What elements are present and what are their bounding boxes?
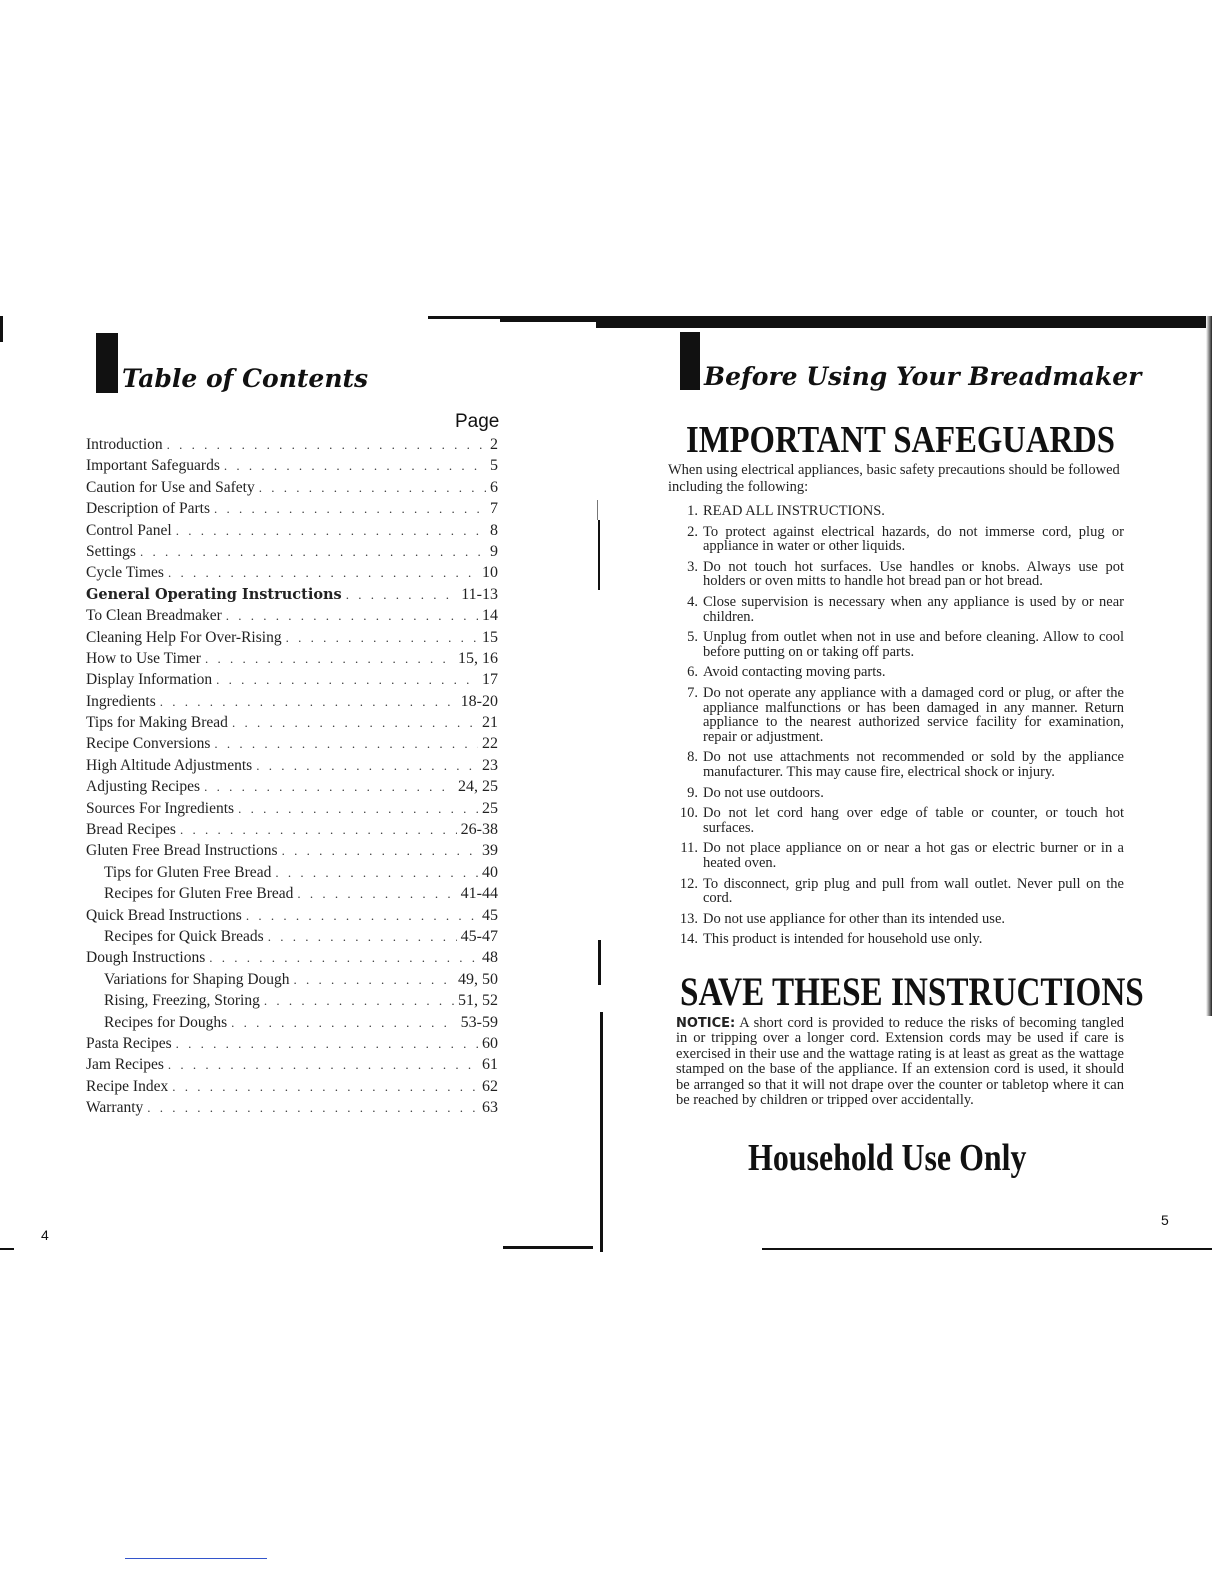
toc-entry-label: Variations for Shaping Dough (104, 970, 290, 988)
toc-entry[interactable] (86, 885, 498, 906)
toc-entry[interactable] (86, 693, 498, 714)
toc-leader-dots (232, 715, 478, 731)
toc-entry-page: 45-47 (460, 927, 498, 945)
toc-entry-label: Warranty (86, 1099, 144, 1117)
toc-leader-dots (176, 1036, 478, 1052)
safeguard-text: Do not touch hot surfaces. Use handles or knobs. Always use pot holders or oven mitts to handle hot bread pan or hot bread. (703, 558, 1124, 590)
toc-entry[interactable] (86, 735, 498, 756)
toc-entry-page: 10 (482, 564, 498, 582)
toc-leader-dots (264, 993, 454, 1009)
toc-entry[interactable] (86, 907, 498, 928)
safeguard-item (668, 786, 1124, 801)
safeguard-text: Do not use attachments not recommended or sold by the appliance manufacturer. This may cause fire, electrical shock or injury. (703, 749, 1124, 780)
toc-entry[interactable] (86, 436, 498, 457)
spine-mark (598, 940, 601, 985)
safeguard-number: 3. (687, 558, 698, 575)
safeguard-text: To protect against electrical hazards, do not immerse cord, plug or appliance in water or other liquids. (703, 523, 1124, 555)
toc-leader-dots (286, 630, 478, 646)
toc-entry[interactable] (86, 1014, 498, 1035)
save-instructions-heading: SAVE THESE INSTRUCTIONS (680, 969, 1144, 1014)
toc-entry-page: 51, 52 (458, 992, 498, 1010)
toc-entry-page: 62 (482, 1077, 498, 1095)
toc-entry-label: Recipe Index (86, 1077, 169, 1095)
safeguard-text: Avoid contacting moving parts. (703, 664, 886, 681)
toc-entry-label: Cycle Times (86, 564, 164, 582)
toc-entry-page: 5 (490, 457, 498, 475)
safeguard-item (668, 686, 1124, 744)
toc-leader-dots (282, 843, 478, 859)
safeguard-number: 9. (687, 784, 698, 801)
safeguard-item (668, 525, 1124, 554)
toc-entry[interactable] (86, 842, 498, 863)
toc-leader-dots (224, 458, 486, 474)
toc-entry-label: Recipe Conversions (86, 735, 211, 753)
safeguard-number: 4. (687, 594, 698, 611)
safeguard-text: Close supervision is necessary when any appliance is used by or near children. (703, 594, 1124, 625)
toc-entry[interactable] (86, 821, 498, 842)
toc-entry-label: Important Safeguards (86, 457, 220, 475)
toc-leader-dots (147, 1100, 478, 1116)
toc-entry[interactable] (86, 671, 498, 692)
toc-leader-dots (231, 1015, 457, 1031)
toc-page-column-header: Page (455, 411, 500, 432)
toc-entry-page: 21 (482, 714, 498, 732)
toc-leader-dots (259, 480, 486, 496)
notice-text: A short cord is provided to reduce the risks of becoming tangled in or tripping over a longer cord. Extension cords may be used if care is exercised in their use and the wattage rating is at least as great as the wattage stamped on the base of the appliance. If an extension cord is used, it should be arranged so that it will not drape over the counter or tabletop where it can be reached by children or tripped over accidentally. (676, 1015, 1125, 1109)
toc-leader-dots (204, 779, 454, 795)
toc-entry-page: 23 (482, 756, 498, 774)
toc-entry-label: Recipes for Doughs (104, 1013, 228, 1031)
toc-entry-page: 45 (482, 906, 498, 924)
toc-entry-label: Adjusting Recipes (86, 778, 201, 796)
safeguard-item (668, 932, 1124, 947)
toc-entry-page: 24, 25 (458, 778, 498, 796)
safeguard-item (668, 841, 1124, 870)
toc-entry-label: High Altitude Adjustments (86, 756, 253, 774)
toc-entry[interactable] (86, 757, 498, 778)
top-rule-left-thick (500, 319, 596, 322)
safeguard-text: Do not place appliance on or near a hot gas or electric burner or in a heated oven. (703, 840, 1124, 871)
safeguard-number: 6. (687, 664, 698, 681)
toc-leader-dots (176, 523, 486, 539)
toc-entry-page: 41-44 (460, 885, 498, 903)
toc-entry-page: 63 (482, 1099, 498, 1117)
toc-entry-label: Control Panel (86, 521, 172, 539)
safeguard-text: Do not use appliance for other than its intended use. (703, 910, 1006, 927)
toc-entry-page: 53-59 (460, 1013, 498, 1031)
toc-entry[interactable] (86, 714, 498, 735)
safeguard-number: 11. (680, 840, 698, 857)
safeguard-text: To disconnect, grip plug and pull from wall outlet. Never pull on the cord. (703, 875, 1124, 907)
toc-entry-page: 25 (482, 799, 498, 817)
spine-mark (597, 500, 598, 520)
toc-leader-dots (205, 651, 454, 667)
page-number-left: 4 (41, 1227, 49, 1243)
toc-entry-page: 14 (482, 607, 498, 625)
toc-entry-page: 22 (482, 735, 498, 753)
toc-entry-label: Description of Parts (86, 500, 210, 518)
toc-entry-page: 9 (490, 542, 498, 560)
safeguard-text: READ ALL INSTRUCTIONS. (703, 503, 885, 519)
safeguards-intro: When using electrical appliances, basic safety precautions should be followed including the following: (668, 462, 1120, 495)
toc-entry-page: 39 (482, 842, 498, 860)
toc-entry-page: 6 (490, 478, 498, 496)
toc-leader-dots (167, 437, 486, 453)
toc-entry[interactable] (86, 543, 498, 564)
notice-paragraph (676, 1016, 1124, 1108)
safeguard-number: 12. (679, 875, 698, 892)
toc-entry-page: 60 (482, 1034, 498, 1052)
toc-leader-dots (180, 822, 457, 838)
toc-entry-page: 40 (482, 863, 498, 881)
toc-entry[interactable] (86, 1099, 498, 1120)
toc-entry[interactable] (86, 629, 498, 650)
toc-leader-dots (346, 587, 458, 603)
safeguards-list (668, 504, 1124, 953)
toc-entry[interactable] (86, 1035, 498, 1056)
safeguard-item (668, 806, 1124, 835)
toc-entry-label: Recipes for Quick Breads (104, 927, 264, 945)
toc-leader-dots (209, 950, 478, 966)
toc-entry-page: 11-13 (461, 585, 498, 603)
toc-entry-label: Caution for Use and Safety (86, 478, 255, 496)
safeguard-text: Do not let cord hang over edge of table or counter, or touch hot surfaces. (703, 805, 1124, 836)
toc-entry-label: Tips for Gluten Free Bread (104, 863, 272, 881)
toc-entry-page: 7 (490, 500, 498, 518)
toc-entry[interactable] (86, 800, 498, 821)
toc-entry-label: Sources For Ingredients (86, 799, 235, 817)
safeguard-number: 8. (687, 749, 698, 766)
bottom-edge-tick (0, 1248, 14, 1250)
toc-entry[interactable] (86, 1056, 498, 1077)
toc-entry[interactable] (86, 607, 498, 628)
toc-entry-label: Cleaning Help For Over-Rising (86, 628, 282, 646)
safeguard-text: This product is intended for household use only. (703, 931, 983, 948)
scan-artifact-line (125, 1558, 267, 1559)
toc-entry[interactable] (86, 992, 498, 1013)
toc-entry[interactable] (86, 1078, 498, 1099)
toc-entry[interactable] (86, 778, 498, 799)
toc-entry-page: 15, 16 (458, 649, 498, 667)
toc-entry[interactable] (86, 949, 498, 970)
toc-entry[interactable] (86, 500, 498, 521)
safeguard-number: 14. (679, 931, 698, 948)
toc-entry-page: 49, 50 (458, 970, 498, 988)
toc-entry-page: 17 (482, 671, 498, 689)
toc-leader-dots (140, 544, 486, 560)
safeguard-number: 2. (687, 523, 698, 540)
safeguard-item (668, 750, 1124, 779)
toc-entry-page: 2 (490, 436, 498, 453)
toc-leader-dots (168, 565, 478, 581)
toc-entry[interactable] (86, 864, 498, 885)
household-use-heading: Household Use Only (748, 1137, 1027, 1179)
safeguard-item (668, 630, 1124, 659)
toc-leader-dots (268, 929, 457, 945)
safeguard-item (668, 560, 1124, 589)
toc-leader-dots (226, 608, 478, 624)
toc-entry-page: 48 (482, 949, 498, 967)
toc-leader-dots (294, 972, 454, 988)
safeguard-number: 7. (687, 685, 698, 702)
table-of-contents (86, 436, 498, 1121)
toc-leader-dots (246, 908, 478, 924)
toc-leader-dots (275, 865, 478, 881)
toc-entry[interactable] (86, 457, 498, 478)
toc-entry[interactable] (86, 586, 498, 607)
toc-entry-label: To Clean Breadmaker (86, 607, 222, 625)
toc-entry-label: Dough Instructions (86, 949, 206, 967)
safeguard-item (668, 912, 1124, 927)
safeguard-text: Do not use outdoors. (703, 784, 824, 801)
notice-label: NOTICE: (676, 1016, 736, 1031)
toc-entry-label: General Operating Instructions (86, 585, 342, 603)
toc-entry-label: Introduction (86, 436, 163, 453)
safeguard-text: Do not operate any appliance with a damaged cord or plug, or after the appliance malfunctions or has been damaged in any manner. Return appliance to the nearest authorized service facility for examination, repair or adjustment. (703, 685, 1124, 745)
toc-leader-dots (297, 886, 456, 902)
book-spine (600, 1012, 603, 1252)
toc-entry-label: Display Information (86, 671, 213, 689)
safeguard-number: 10. (679, 805, 698, 822)
toc-entry-label: Pasta Recipes (86, 1034, 172, 1052)
toc-entry-label: How to Use Timer (86, 649, 201, 667)
toc-leader-dots (214, 736, 478, 752)
toc-entry-label: Tips for Making Bread (86, 714, 228, 732)
safeguard-text: Unplug from outlet when not in use and before cleaning. Allow to cool before putting on or taking off parts. (703, 629, 1124, 660)
top-rule-right (596, 316, 1212, 328)
safeguard-item (668, 665, 1124, 680)
safeguard-number: 13. (679, 910, 698, 927)
toc-entry[interactable] (86, 479, 498, 500)
left-edge-mark (0, 316, 3, 342)
toc-entry-page: 61 (482, 1056, 498, 1074)
toc-leader-dots (214, 501, 486, 517)
safeguard-item (668, 595, 1124, 624)
toc-entry-label: Recipes for Gluten Free Bread (104, 885, 294, 903)
toc-leader-dots (160, 694, 457, 710)
toc-leader-dots (238, 801, 478, 817)
toc-entry-page: 26-38 (460, 821, 498, 839)
safeguard-number: 5. (687, 629, 698, 646)
safeguard-item (668, 504, 1124, 519)
section-marker (96, 333, 118, 393)
toc-leader-dots (168, 1057, 478, 1073)
toc-entry-page: 15 (482, 628, 498, 646)
toc-entry-page: 18-20 (460, 692, 498, 710)
toc-leader-dots (172, 1079, 478, 1095)
before-using-title: Before Using Your Breadmaker (704, 362, 1142, 391)
spine-mark (598, 520, 600, 590)
right-page-edge (1206, 316, 1212, 1016)
bottom-rule-right (762, 1248, 1212, 1250)
safeguard-number: 1. (687, 503, 698, 519)
toc-leader-dots (216, 672, 478, 688)
toc-leader-dots (256, 758, 478, 774)
toc-entry-label: Settings (86, 542, 136, 560)
toc-entry[interactable] (86, 650, 498, 671)
toc-entry[interactable] (86, 971, 498, 992)
toc-entry-label: Gluten Free Bread Instructions (86, 842, 278, 860)
toc-entry-label: Quick Bread Instructions (86, 906, 242, 924)
page-number-right: 5 (1161, 1212, 1169, 1228)
safeguard-item (668, 877, 1124, 906)
toc-entry[interactable] (86, 928, 498, 949)
toc-entry[interactable] (86, 522, 498, 543)
important-safeguards-heading: IMPORTANT SAFEGUARDS (686, 419, 1115, 461)
toc-title: Table of Contents (122, 364, 369, 393)
bottom-rule-left (503, 1246, 593, 1249)
toc-entry-label: Ingredients (86, 692, 156, 710)
toc-entry[interactable] (86, 564, 498, 585)
toc-entry-label: Jam Recipes (86, 1056, 164, 1074)
toc-entry-label: Bread Recipes (86, 821, 176, 839)
toc-entry-label: Rising, Freezing, Storing (104, 992, 260, 1010)
toc-entry-page: 8 (490, 521, 498, 539)
section-marker (680, 332, 700, 390)
